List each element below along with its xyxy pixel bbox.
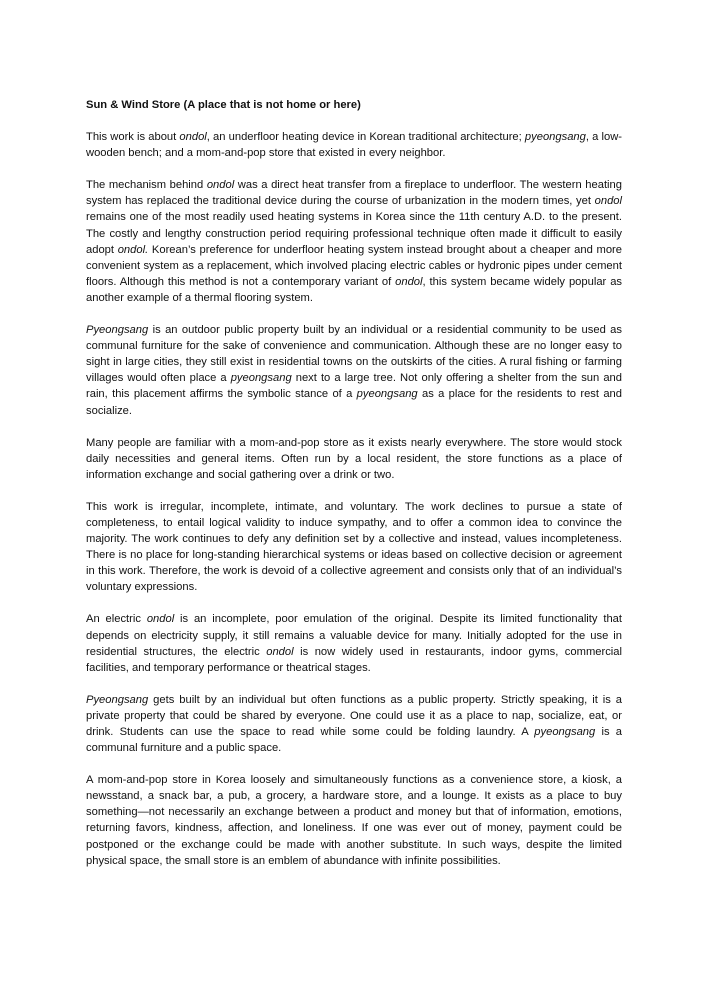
paragraph-3 — [86, 322, 622, 419]
italic-term: ondol — [395, 275, 423, 288]
italic-term: ondol. — [117, 243, 149, 256]
italic-term: ondol — [266, 645, 294, 658]
italic-term: ondol — [594, 195, 622, 208]
paragraph-4 — [86, 435, 622, 483]
italic-term: ondol — [146, 613, 175, 626]
paragraph-7 — [86, 692, 622, 756]
italic-term: pyeongsang — [230, 372, 292, 385]
italic-term: pyeongsang — [534, 726, 596, 738]
paragraph-1 — [86, 129, 622, 161]
text-run: This work is irregular, incomplete, intimate, and voluntary. The work declines to pursue a state of completeness, to entail logical validity to induce sympathy, and to offer a common idea to convince the majority. The work continues to defy any definition set by a collective and instead, values incompleteness. There is no place for long-standing hierarchical systems or ideas based on collective decision or agreement in this work. Therefore, the work is devoid of a collective agreement and consists only that of an individual’s voluntary expressions. — [86, 500, 622, 594]
text-run: was a direct heat transfer from a fireplace to underfloor. The western heating system has replaced the traditional device during the course of urbanization in the modern times, yet — [86, 179, 622, 208]
text-run: An electric — [86, 613, 147, 626]
document-body — [86, 129, 622, 869]
text-run: , a low-wooden bench; and a mom-and-pop store that existed in every neighbor. — [86, 131, 623, 160]
text-run: Korean’s preference for underfloor heating system instead brought about a cheaper and more convenient system as a replacement, which involved placing electric cables or hydronic pipes under cement floors. Although this method is not a contemporary variant of — [86, 243, 623, 288]
paragraph-8 — [86, 772, 622, 869]
italic-term: pyeongsang — [356, 388, 418, 401]
text-run: is an outdoor public property built by an individual or a residential community to be used as communal furniture for the sake of convenience and communication. Although these are no longer easy to sight in large cities, they still exist in residential towns on the outskirts of the cities. A rural fishing or farming villages would often place a — [86, 324, 622, 385]
text-run: remains one of the most readily used heating systems in Korea since the 11th century A.D. to the present. The costly and lengthy construction period requiring professional technique often made it difficult to easily adopt — [86, 211, 622, 256]
italic-term: ondol — [206, 179, 235, 192]
paragraph-6 — [86, 611, 622, 675]
italic-term: Pyeongsang — [86, 324, 149, 337]
italic-term: ondol — [179, 131, 207, 144]
italic-term: Pyeongsang — [86, 693, 149, 706]
text-run: , this system became widely popular as another example of a thermal flooring system. — [86, 275, 623, 304]
text-run: gets built by an individual but often functions as a public property. Strictly speaking, it is a private property that could be shared by everyone. One could use it as a place to nap, socialize, eat, or drink. Students can use the space to read while some could be folding laundry. A — [86, 693, 622, 738]
text-run: is an incomplete, poor emulation of the original. Despite its limited functionality that depends on electricity supply, it still remains a valuable device for many. Initially adopted for the use in residential structures, the electric — [86, 613, 622, 658]
italic-term: pyeongsang — [524, 131, 586, 144]
text-run: A mom-and-pop store in Korea loosely and simultaneously functions as a convenience store, a kiosk, a newsstand, a snack bar, a pub, a grocery, a hardware store, and a lounge. It exists as a place to buy something—not necessarily an exchange between a product and money but that of information, emotions, returning favors, kindness, affection, and loneliness. If one was ever out of money, payment could be postponed or the exchange could be made with another substitute. In such ways, despite the limited physical space, the small store is an emblem of abundance with infinite possibilities. — [86, 774, 622, 867]
paragraph-5 — [86, 499, 622, 596]
text-run: is now widely used in restaurants, indoor gyms, commercial facilities, and temporary performance or theatrical stages. — [86, 645, 622, 674]
text-run: next to a large tree. Not only offering a shelter from the sun and rain, this placement affirms the symbolic stance of a — [86, 372, 622, 401]
text-run: as a place for the residents to rest and socialize. — [86, 388, 622, 417]
text-run: is a communal furniture and a public space. — [86, 726, 622, 755]
paragraph-2 — [86, 177, 622, 306]
text-run: This work is about — [86, 131, 180, 144]
text-run: The mechanism behind — [86, 179, 207, 192]
text-run: Many people are familiar with a mom-and-pop store as it exists nearly everywhere. The store would stock daily necessities and general items. Often run by a local resident, the store functions as a place of information exchange and social gathering over a drink or two. — [86, 436, 622, 481]
document-title: Sun & Wind Store (A place that is not home or here) — [86, 99, 361, 111]
document-page — [86, 97, 622, 885]
text-run: , an underfloor heating device in Korean traditional architecture; — [206, 131, 525, 144]
